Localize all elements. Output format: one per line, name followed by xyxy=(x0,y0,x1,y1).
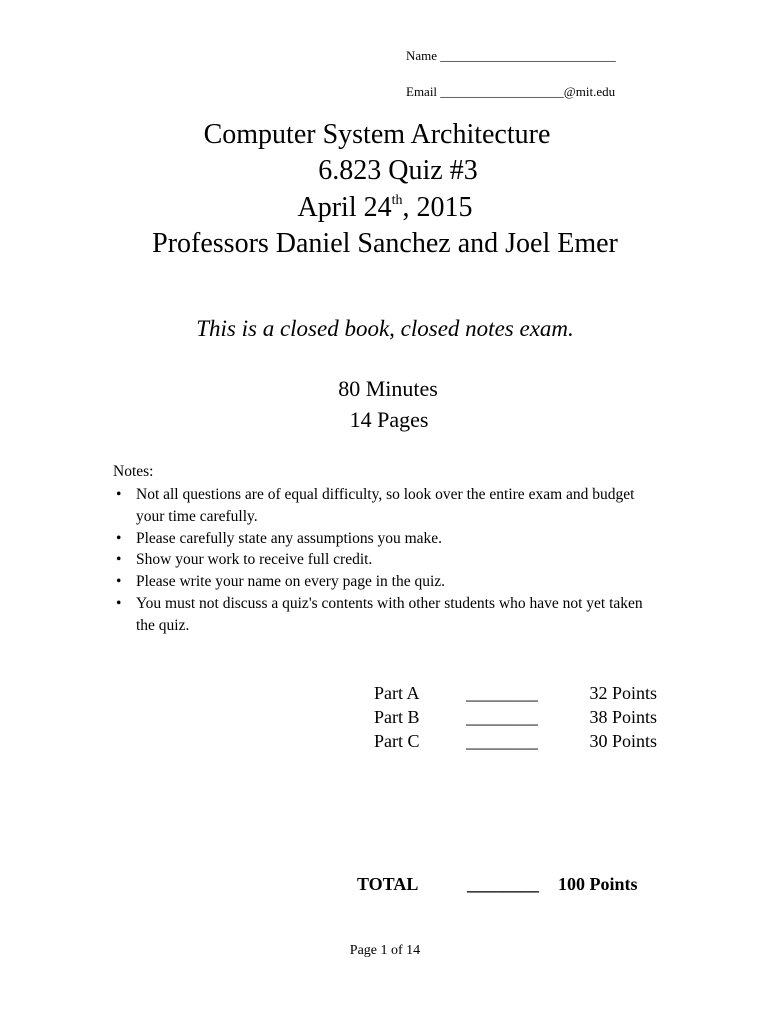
part-label: Part B xyxy=(374,707,420,727)
notes-list xyxy=(116,484,676,637)
total-blank: ________ xyxy=(467,874,539,894)
name-field-row xyxy=(406,48,616,64)
email-field-row xyxy=(406,84,615,100)
score-blank: ________ xyxy=(466,707,538,727)
part-label: Part C xyxy=(374,731,420,751)
date-year: , 2015 xyxy=(402,192,473,223)
part-points: 30 Points xyxy=(589,731,657,751)
part-points: 32 Points xyxy=(589,683,657,703)
exam-note: This is a closed book, closed notes exam. xyxy=(196,316,574,341)
note-item: • Please write your name on every page in the quiz. xyxy=(116,571,676,593)
course-title: Computer System Architecture xyxy=(203,119,551,150)
note-item: • You must not discuss a quiz's contents with other students who have not yet taken the quiz. xyxy=(116,593,651,637)
exam-date xyxy=(0,192,770,224)
professors: Professors Daniel Sanchez and Joel Emer xyxy=(152,228,618,259)
part-points: 38 Points xyxy=(589,707,657,727)
email-domain: @mit.edu xyxy=(563,84,616,99)
note-item: • Show your work to receive full credit. xyxy=(116,549,676,571)
total-points: 100 Points xyxy=(558,874,638,894)
notes-heading: Notes: xyxy=(113,463,154,480)
date-month-day: April 24 xyxy=(297,192,392,223)
score-blank: ________ xyxy=(466,683,538,703)
page-footer: Page 1 of 14 xyxy=(349,943,421,958)
exam-page-count: 14 Pages xyxy=(349,407,429,432)
quiz-title: 6.823 Quiz #3 xyxy=(318,155,478,186)
email-blank: ___________________ xyxy=(440,84,564,99)
note-item: • Please carefully state any assumptions you make. xyxy=(116,528,676,550)
name-blank: ___________________________ xyxy=(440,48,616,63)
exam-duration: 80 Minutes xyxy=(338,376,438,401)
score-blank: ________ xyxy=(466,731,538,751)
email-label: Email xyxy=(406,84,438,99)
note-item: • Not all questions are of equal difficulty, so look over the entire exam and budget your time carefully. xyxy=(116,484,656,528)
name-label: Name xyxy=(406,48,438,63)
total-label: TOTAL xyxy=(357,874,419,894)
date-suffix: th xyxy=(391,193,403,208)
part-label: Part A xyxy=(374,683,420,703)
